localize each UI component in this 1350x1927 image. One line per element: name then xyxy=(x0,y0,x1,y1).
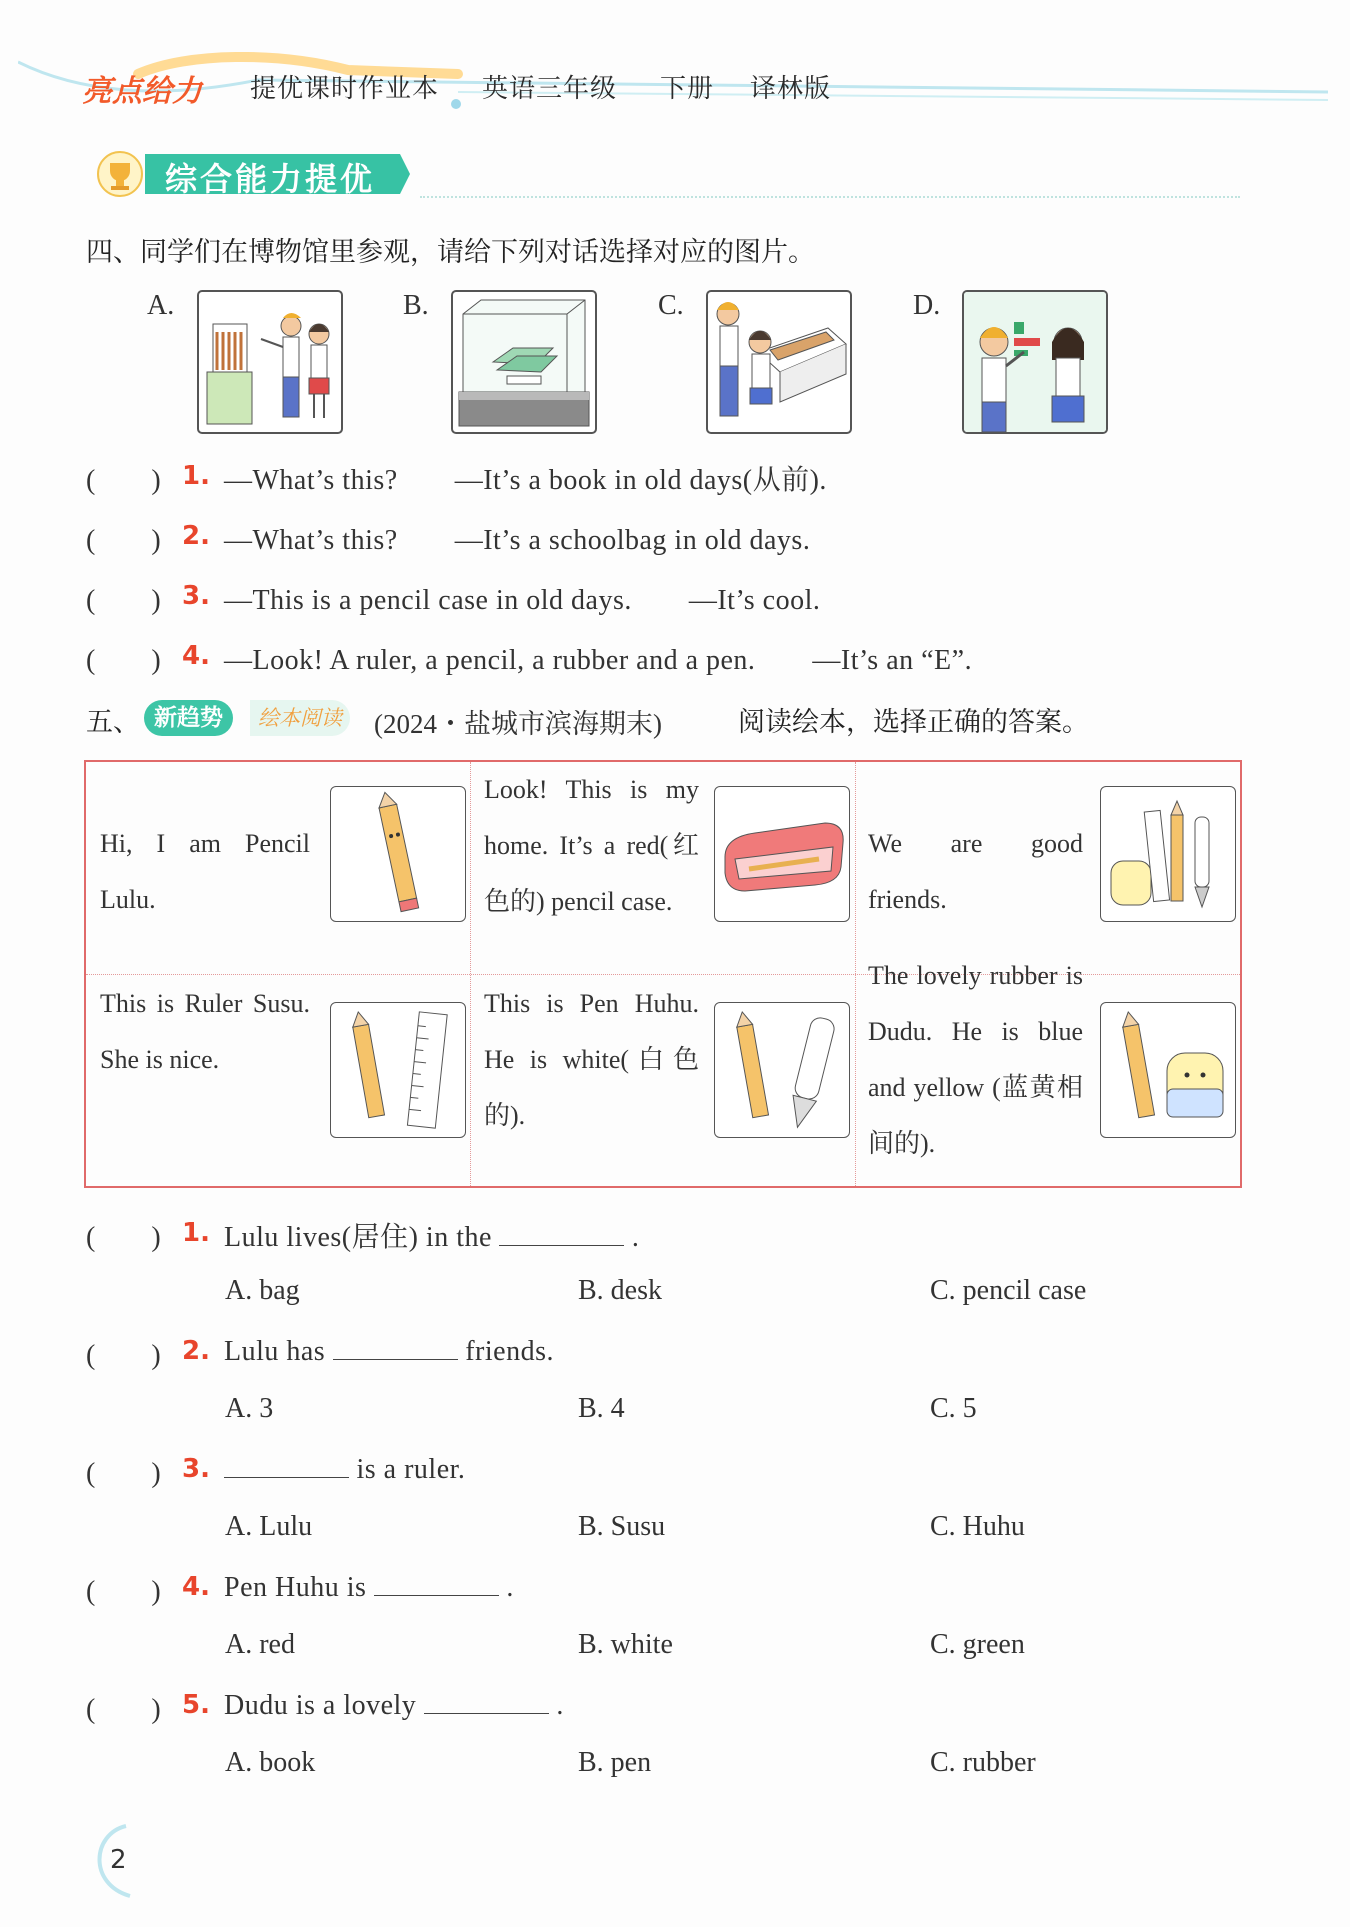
option-c[interactable]: C. pencil case xyxy=(930,1275,1087,1306)
stem-after: . xyxy=(556,1690,564,1721)
answer-blank[interactable]: ( ) xyxy=(86,465,161,496)
picture-label-a: A. xyxy=(147,290,175,321)
part5-number: 五、 xyxy=(86,707,140,738)
question-stem xyxy=(224,1687,564,1722)
question-text: —Look! A ruler, a pencil, a rubber and a pen. —It’s an “E”. xyxy=(224,645,973,676)
section-title: 综合能力提优 xyxy=(165,160,376,198)
question-text: —What’s this? —It’s a book in old days(从前). xyxy=(224,465,827,496)
fill-blank[interactable] xyxy=(333,1333,458,1360)
stem-after: is a ruler. xyxy=(356,1454,466,1485)
question-stem xyxy=(224,1451,465,1486)
pencil-and-rubber-icon xyxy=(1100,1002,1236,1138)
option-b[interactable]: B. 4 xyxy=(578,1393,625,1424)
stationery-friends-icon xyxy=(1100,786,1236,922)
pencil-character-icon xyxy=(330,786,466,922)
fill-blank[interactable] xyxy=(424,1687,549,1714)
story-text: The lovely rubber is Dudu. He is blue and yellow (蓝黄相间的). xyxy=(868,961,1083,1158)
picture-book-tag: 绘本阅读 xyxy=(250,700,350,736)
picture-book-table xyxy=(84,760,1242,1188)
question-stem xyxy=(224,1569,514,1604)
answer-blank[interactable]: ( ) xyxy=(86,1576,161,1607)
question-number: 5. xyxy=(182,1690,210,1720)
picture-label-b: B. xyxy=(403,290,429,321)
answer-blank[interactable]: ( ) xyxy=(86,645,161,676)
new-trend-tag: 新趋势 xyxy=(144,700,233,736)
option-c[interactable]: C. 5 xyxy=(930,1393,977,1424)
option-b[interactable]: B. white xyxy=(578,1629,673,1660)
answer-blank[interactable]: ( ) xyxy=(86,1340,161,1371)
story-text: Look! This is my home. It’s a red(红色的) pencil case. xyxy=(484,775,699,916)
question-number: 3. xyxy=(182,581,210,611)
question-text: —What’s this? —It’s a schoolbag in old days. xyxy=(224,525,811,556)
page-number: 2 xyxy=(110,1845,127,1875)
pencil-and-pen-icon xyxy=(714,1002,850,1138)
question-source: (2024・盐城市滨海期末) xyxy=(374,709,662,739)
fill-blank[interactable] xyxy=(374,1569,499,1596)
question-number: 3. xyxy=(182,1454,210,1484)
question-number: 4. xyxy=(182,641,210,671)
question-number: 2. xyxy=(182,1336,210,1366)
pencil-and-ruler-icon xyxy=(330,1002,466,1138)
option-a[interactable]: A. Lulu xyxy=(225,1511,313,1542)
subject-label: 英语三年级 xyxy=(482,74,618,104)
stem-after: . xyxy=(631,1222,640,1253)
option-b[interactable]: B. pen xyxy=(578,1747,652,1778)
fill-blank[interactable] xyxy=(499,1219,624,1246)
question-number: 4. xyxy=(182,1572,210,1602)
option-c[interactable]: C. rubber xyxy=(930,1747,1036,1778)
option-b[interactable]: B. Susu xyxy=(578,1511,666,1542)
story-text: This is Ruler Susu. She is nice. xyxy=(100,989,310,1074)
option-c[interactable]: C. green xyxy=(930,1629,1025,1660)
story-text: We are good friends. xyxy=(868,829,1083,914)
option-a[interactable]: A. bag xyxy=(225,1275,300,1306)
story-text: This is Pen Huhu. He is white(白色的). xyxy=(484,989,699,1130)
series-title: 提优课时作业本 xyxy=(250,74,440,104)
book-in-display-case-icon xyxy=(451,290,597,434)
answer-blank[interactable]: ( ) xyxy=(86,1458,161,1489)
answer-blank[interactable]: ( ) xyxy=(86,525,161,556)
volume-label: 下册 xyxy=(660,74,715,104)
answer-blank[interactable]: ( ) xyxy=(86,1222,161,1253)
part4-instruction: 四、同学们在博物馆里参观，请给下列对话选择对应的图片。 xyxy=(86,237,815,268)
picture-label-c: C. xyxy=(658,290,684,321)
answer-blank[interactable]: ( ) xyxy=(86,585,161,616)
brand-logo: 亮点给力 xyxy=(82,74,202,109)
option-a[interactable]: A. red xyxy=(225,1629,295,1660)
question-number: 1. xyxy=(182,1218,210,1248)
story-text: Hi, I am Pencil Lulu. xyxy=(100,829,310,914)
option-a[interactable]: A. 3 xyxy=(225,1393,274,1424)
answer-blank[interactable]: ( ) xyxy=(86,1694,161,1725)
option-c[interactable]: C. Huhu xyxy=(930,1511,1025,1542)
question-text: —This is a pencil case in old days. —It’s cool. xyxy=(224,585,821,616)
pencil-case-exhibit-icon xyxy=(706,290,852,434)
question-number: 1. xyxy=(182,461,210,491)
stem-before: Lulu has xyxy=(224,1336,326,1367)
option-a[interactable]: A. book xyxy=(225,1747,316,1778)
option-b[interactable]: B. desk xyxy=(578,1275,662,1306)
part5-instruction: 阅读绘本，选择正确的答案。 xyxy=(738,707,1089,738)
fill-blank[interactable] xyxy=(224,1451,349,1478)
pencil-case-icon xyxy=(714,786,850,922)
question-stem xyxy=(224,1333,554,1368)
question-stem xyxy=(224,1215,639,1255)
picture-label-d: D. xyxy=(913,290,941,321)
stem-before: Lulu lives(居住) in the xyxy=(224,1222,492,1253)
stem-after: . xyxy=(506,1572,514,1603)
stem-before: Pen Huhu is xyxy=(224,1572,367,1603)
museum-visitors-icon xyxy=(197,290,343,434)
stem-before: Dudu is a lovely xyxy=(224,1690,417,1721)
section-divider xyxy=(420,196,1240,198)
edition-label: 译林版 xyxy=(750,74,832,104)
question-number: 2. xyxy=(182,521,210,551)
wall-exhibit-icon xyxy=(962,290,1108,434)
stem-after: friends. xyxy=(465,1336,554,1367)
